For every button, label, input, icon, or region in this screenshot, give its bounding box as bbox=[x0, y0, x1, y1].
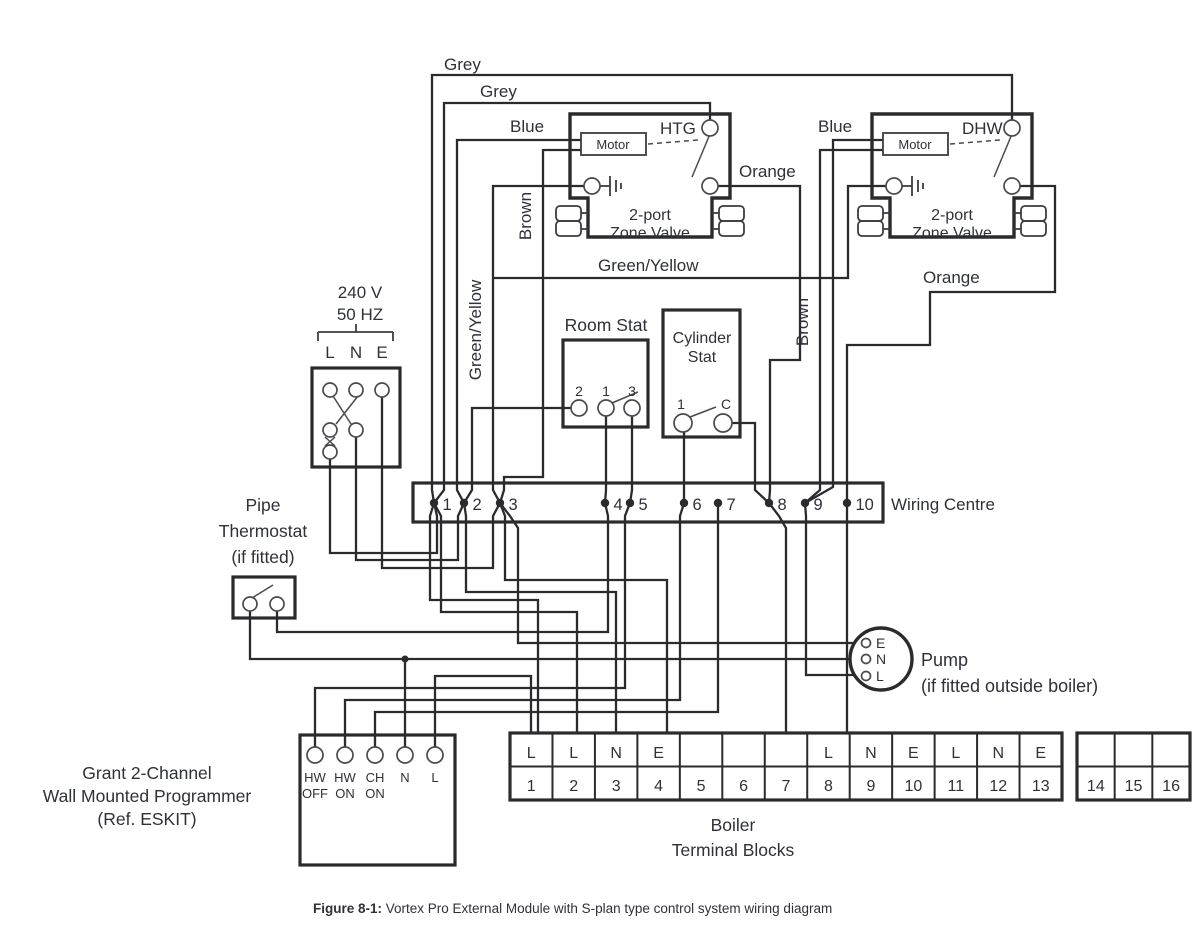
wire-label-orange-dhw: Orange bbox=[923, 268, 980, 287]
boiler-cell-number-8: 8 bbox=[824, 778, 833, 795]
programmer-terminal-CH-ON bbox=[367, 747, 383, 763]
wire-label-brown-dhw: Brown bbox=[793, 297, 812, 347]
wc-terminal-dot-9 bbox=[801, 499, 809, 507]
wc-terminal-dot-7 bbox=[714, 499, 722, 507]
room-stat-terminal-1: 1 bbox=[602, 383, 610, 399]
dhw-switch-top-terminal bbox=[1004, 120, 1020, 136]
programmer-title-2: Wall Mounted Programmer bbox=[42, 786, 252, 806]
dhw-switch-bottom-terminal bbox=[1004, 178, 1020, 194]
programmer-terminal-label: N bbox=[400, 770, 410, 785]
wc-terminal-label-10: 10 bbox=[855, 496, 874, 514]
wc-terminal-dot-4 bbox=[601, 499, 609, 507]
programmer bbox=[43, 735, 455, 865]
programmer-terminal-HW-OFF bbox=[307, 747, 323, 763]
programmer-terminal-label: ON bbox=[335, 786, 355, 801]
room-stat-title: Room Stat bbox=[564, 315, 648, 335]
supply-terminal-label-L: L bbox=[325, 343, 335, 362]
boiler-cell-number-16: 16 bbox=[1162, 778, 1181, 795]
boiler-terminal-blocks bbox=[510, 733, 1190, 860]
wire-label-green-yellow-horiz: Green/Yellow bbox=[598, 256, 699, 275]
programmer-title-3: (Ref. ESKIT) bbox=[97, 809, 197, 829]
boiler-cell-number-15: 15 bbox=[1124, 778, 1143, 795]
wire-label-green-yellow-vert: Green/Yellow bbox=[466, 279, 485, 381]
boiler-cell-number-1: 1 bbox=[526, 778, 536, 795]
wc-terminal-label-4: 4 bbox=[613, 496, 623, 514]
boiler-cell-number-9: 9 bbox=[866, 778, 876, 795]
wc-terminal-label-1: 1 bbox=[442, 496, 452, 514]
boiler-label-1: Boiler bbox=[710, 815, 756, 835]
wire-label-brown-htg: Brown bbox=[516, 191, 535, 241]
boiler-cell-number-11: 11 bbox=[947, 778, 965, 795]
pump-sub-label: (if fitted outside boiler) bbox=[921, 676, 1099, 696]
wire-label-blue-dhw: Blue bbox=[818, 117, 853, 136]
dhw-valve-name-1: 2-port bbox=[931, 207, 973, 224]
pump-terminal-L bbox=[862, 672, 871, 681]
programmer-terminal-L bbox=[427, 747, 443, 763]
wc-terminal-label-8: 8 bbox=[777, 496, 787, 514]
boiler-cell-letter-2: L bbox=[569, 745, 579, 762]
wiring-centre-label: Wiring Centre bbox=[891, 495, 995, 514]
htg-earth-terminal bbox=[584, 178, 600, 194]
wc-terminal-dot-5 bbox=[626, 499, 634, 507]
wc-terminal-dot-8 bbox=[765, 499, 773, 507]
htg-valve-name-2: Zone Valve bbox=[610, 225, 690, 242]
htg-switch-bottom-terminal bbox=[702, 178, 718, 194]
boiler-cell-number-5: 5 bbox=[696, 778, 706, 795]
htg-motor-label: Motor bbox=[596, 137, 630, 152]
figure-caption bbox=[313, 901, 832, 916]
boiler-cell-letter-3: N bbox=[610, 745, 622, 762]
boiler-cell-number-7: 7 bbox=[781, 778, 791, 795]
cylinder-terminal-1: 1 bbox=[677, 396, 685, 412]
programmer-terminal-label: HW bbox=[304, 770, 326, 785]
dhw-ground-icon bbox=[902, 176, 923, 196]
pump-terminal-label-E: E bbox=[876, 635, 886, 651]
programmer-terminal-label: ON bbox=[365, 786, 385, 801]
boiler-cell-letter-11: L bbox=[951, 745, 961, 762]
cylinder-stat-title-2: Stat bbox=[687, 349, 717, 366]
figure-caption-label: Figure 8-1: bbox=[313, 901, 383, 916]
boiler-cell-number-14: 14 bbox=[1086, 778, 1105, 795]
programmer-terminal-HW-ON bbox=[337, 747, 353, 763]
pipe-stat-title-2: Thermostat bbox=[218, 521, 308, 541]
pump-terminal-N bbox=[862, 655, 871, 664]
wc-terminal-label-5: 5 bbox=[638, 496, 648, 514]
pump bbox=[850, 628, 1098, 696]
wc-terminal-dot-6 bbox=[680, 499, 688, 507]
boiler-cell-letter-10: E bbox=[908, 745, 919, 762]
boiler-cell-number-2: 2 bbox=[569, 778, 579, 795]
boiler-cell-letter-12: N bbox=[992, 745, 1005, 762]
boiler-cell-letter-4: E bbox=[653, 745, 664, 762]
boiler-cell-number-4: 4 bbox=[654, 778, 664, 795]
boiler-cell-number-10: 10 bbox=[904, 778, 923, 795]
supply-frequency: 50 HZ bbox=[336, 305, 384, 324]
wc-terminal-dot-3 bbox=[496, 499, 504, 507]
boiler-cell-number-12: 12 bbox=[989, 778, 1008, 795]
pump-label: Pump bbox=[921, 650, 969, 670]
dhw-zone-valve bbox=[858, 114, 1046, 242]
boiler-cell-number-6: 6 bbox=[739, 778, 748, 795]
supply-terminal-label-E: E bbox=[376, 343, 388, 362]
supply-bracket bbox=[318, 324, 393, 341]
wc-terminal-dot-10 bbox=[843, 499, 851, 507]
supply-terminal-label-N: N bbox=[349, 343, 363, 362]
dhw-earth-terminal bbox=[886, 178, 902, 194]
room-stat-terminal-2: 2 bbox=[575, 383, 583, 399]
junction-dot bbox=[402, 656, 409, 663]
programmer-terminal-label: CH bbox=[365, 770, 385, 785]
htg-switch-label: HTG bbox=[660, 119, 696, 138]
wire-label-grey-outer: Grey bbox=[444, 55, 481, 74]
cylinder-stat-title-1: Cylinder bbox=[672, 330, 732, 347]
boiler-cell-letter-13: E bbox=[1035, 745, 1047, 762]
wires bbox=[250, 75, 1055, 747]
dhw-motor-label: Motor bbox=[898, 137, 932, 152]
room-stat bbox=[563, 315, 648, 427]
pump-terminal-label-N: N bbox=[876, 651, 887, 667]
dhw-switch-label: DHW bbox=[962, 119, 1003, 138]
programmer-terminal-label: HW bbox=[334, 770, 356, 785]
boiler-cell-number-3: 3 bbox=[611, 778, 621, 795]
programmer-terminal-N bbox=[397, 747, 413, 763]
pipe-stat-title-1: Pipe bbox=[245, 495, 281, 515]
supply-voltage: 240 V bbox=[337, 283, 383, 302]
wc-terminal-label-6: 6 bbox=[692, 496, 702, 514]
htg-valve-name-1: 2-port bbox=[629, 207, 671, 224]
wire-label-grey-inner: Grey bbox=[480, 82, 517, 101]
room-stat-terminal-3: 3 bbox=[628, 383, 636, 399]
boiler-cell-letter-8: L bbox=[824, 745, 833, 762]
htg-switch-top-terminal bbox=[702, 120, 718, 136]
programmer-terminal-label: L bbox=[431, 770, 439, 785]
pump-terminal-label-L: L bbox=[876, 668, 884, 684]
boiler-cell-letter-1: L bbox=[526, 745, 536, 762]
wc-terminal-label-7: 7 bbox=[726, 496, 736, 514]
htg-ground-icon bbox=[600, 176, 621, 196]
wire-label-blue-htg: Blue bbox=[510, 117, 545, 136]
wc-terminal-dot-2 bbox=[460, 499, 468, 507]
wire-label-orange-htg: Orange bbox=[739, 162, 796, 181]
boiler-cell-number-13: 13 bbox=[1031, 778, 1050, 795]
wc-terminal-label-3: 3 bbox=[508, 496, 518, 514]
wc-terminal-dot-1 bbox=[430, 499, 438, 507]
cylinder-terminal-c: C bbox=[720, 396, 732, 412]
programmer-terminal-label: OFF bbox=[302, 786, 328, 801]
htg-zone-valve bbox=[556, 114, 744, 242]
pipe-thermostat bbox=[219, 495, 308, 618]
boiler-label-2: Terminal Blocks bbox=[671, 840, 795, 860]
figure-caption-text: Vortex Pro External Module with S-plan type control system wiring diagram bbox=[382, 901, 833, 916]
pump-terminal-E bbox=[862, 639, 871, 648]
wc-terminal-label-2: 2 bbox=[472, 496, 482, 514]
programmer-title-1: Grant 2-Channel bbox=[82, 763, 212, 783]
wiring-centre bbox=[413, 483, 995, 522]
cylinder-stat bbox=[663, 310, 740, 437]
dhw-valve-name-2: Zone Valve bbox=[912, 225, 992, 242]
boiler-cell-letter-9: N bbox=[865, 745, 877, 762]
wc-terminal-label-9: 9 bbox=[813, 496, 823, 514]
pipe-stat-title-3: (if fitted) bbox=[231, 547, 295, 567]
